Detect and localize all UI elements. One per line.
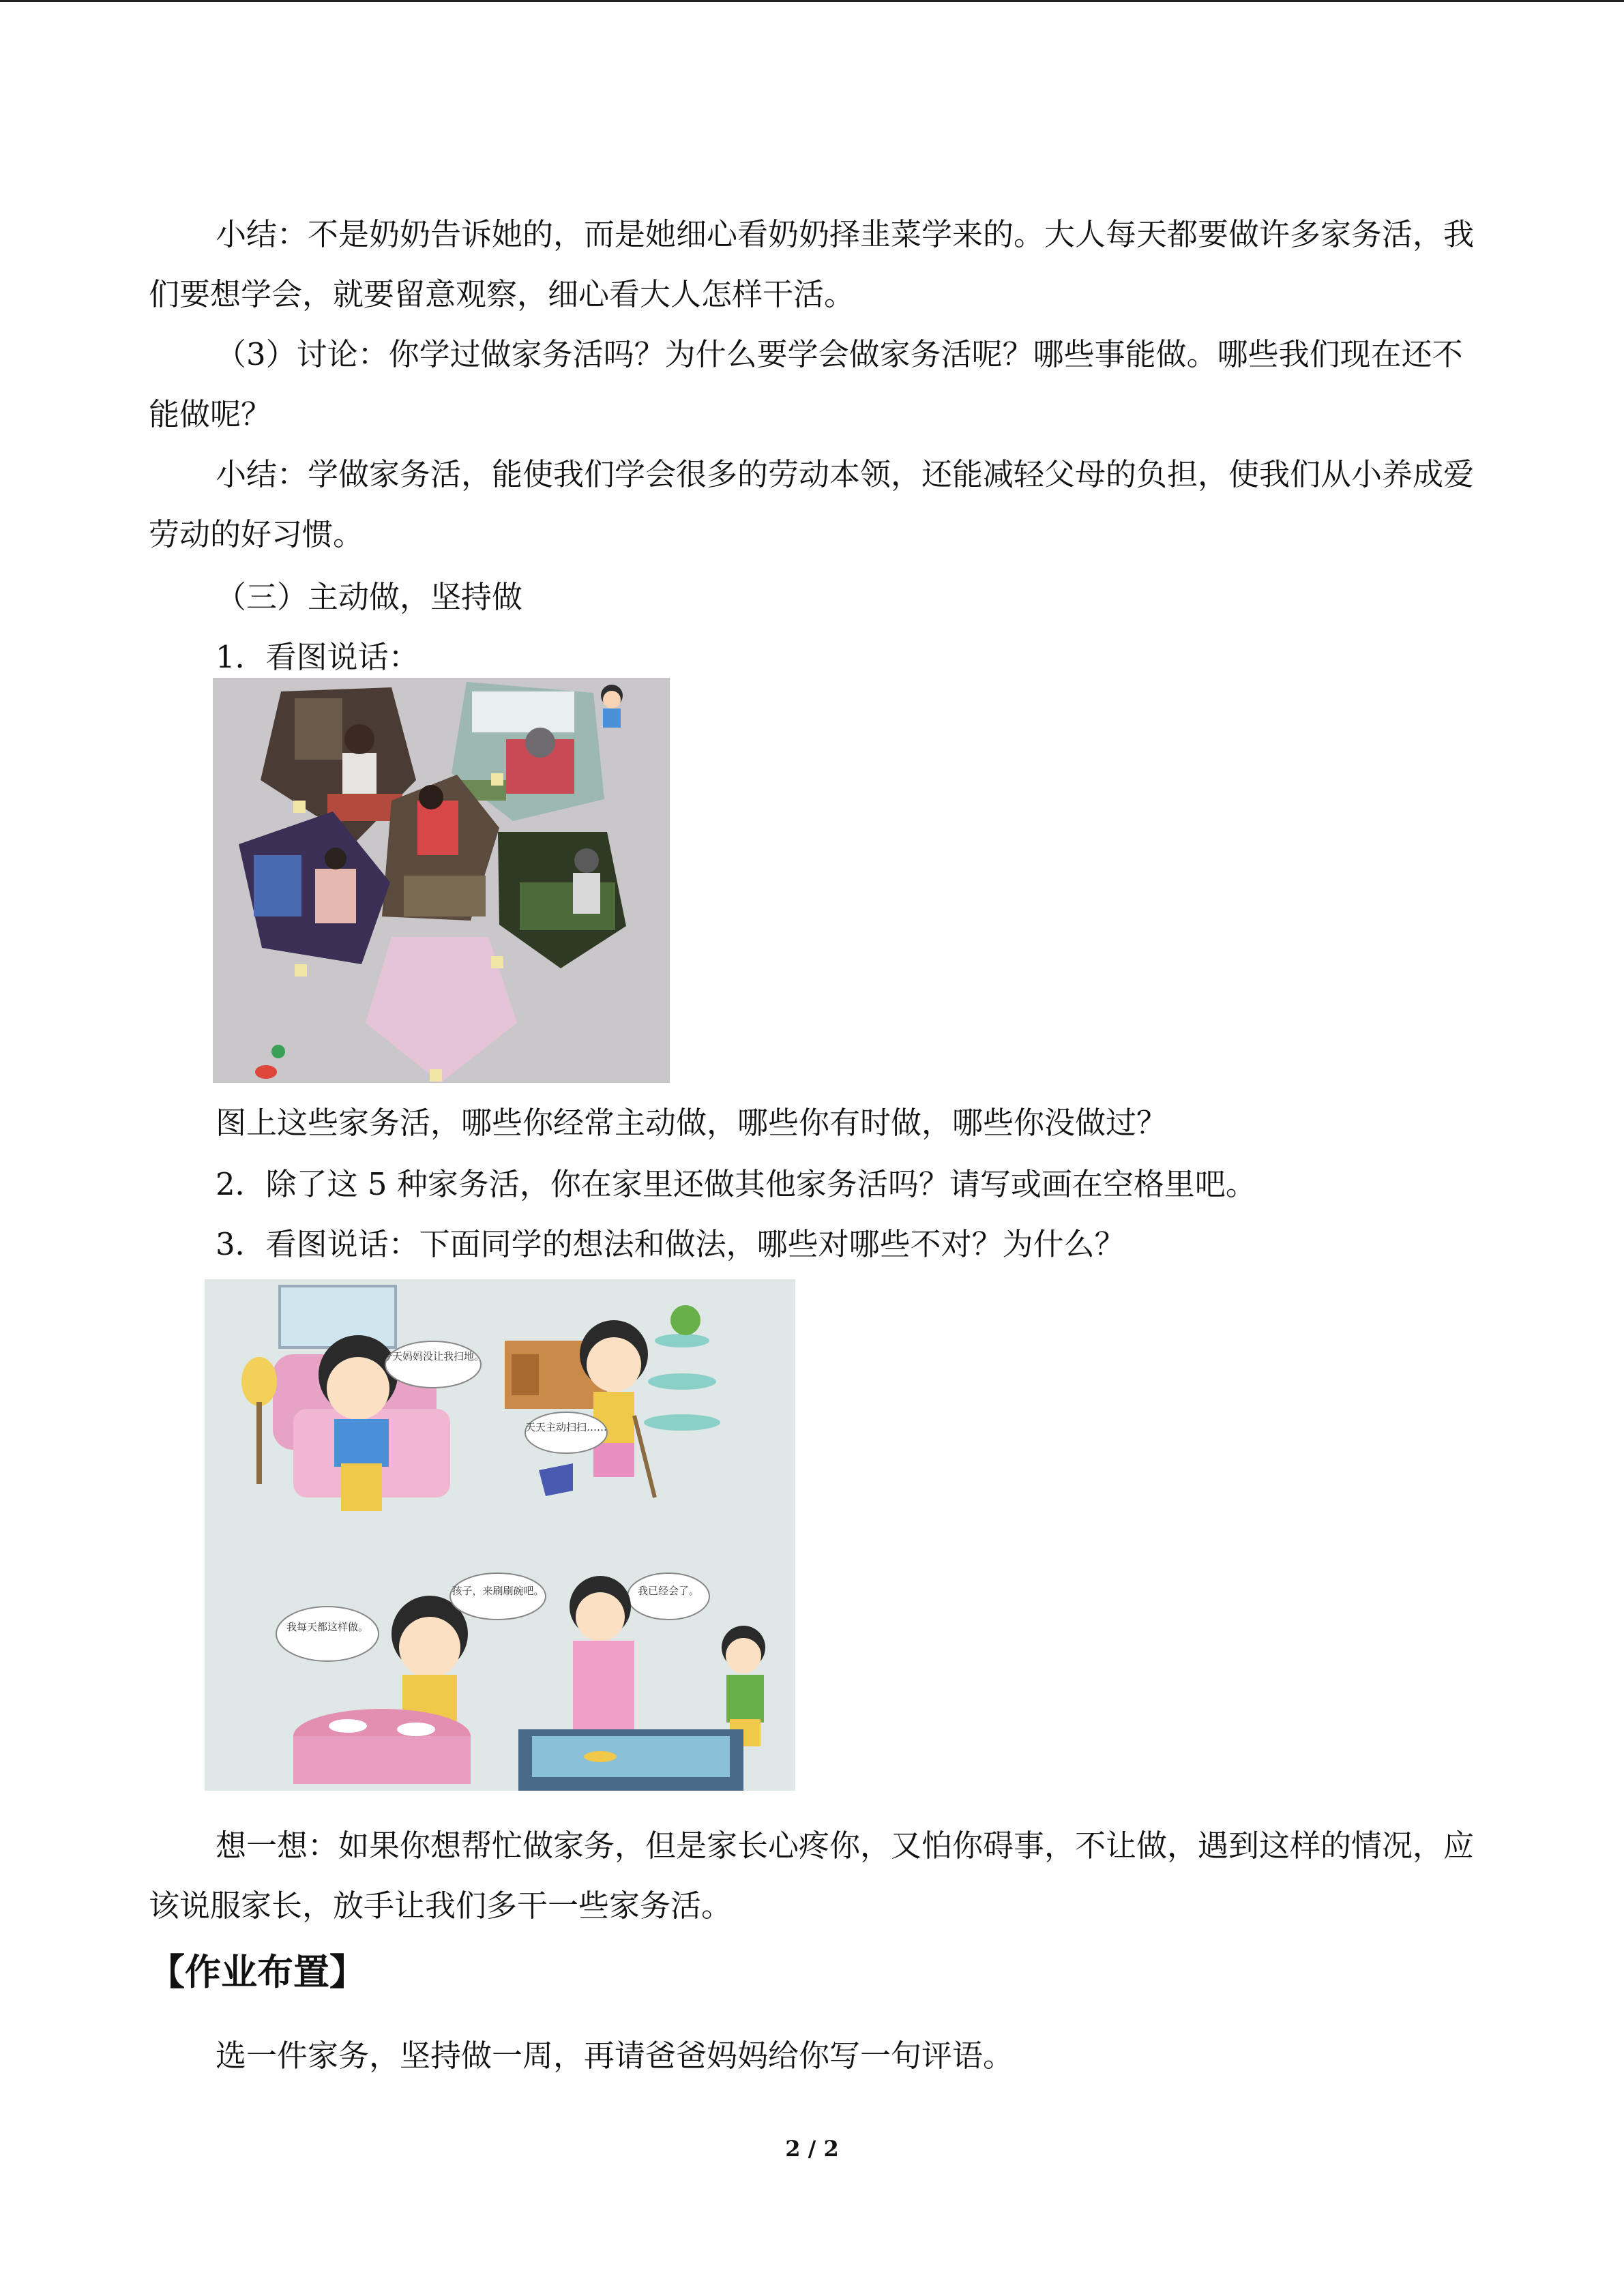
figure-1-question: 图上这些家务活，哪些你经常主动做，哪些你有时做，哪些你没做过？: [216, 1105, 1168, 1141]
bubble-girl-sweep-text: 天天主动扫扫……: [525, 1421, 608, 1433]
bubble-mother-text: 孩子，来刷刷碗吧。: [452, 1585, 544, 1597]
bubble-boy-text: 今天妈妈没让我扫地。: [381, 1350, 485, 1362]
housework-photo-collage: [213, 678, 670, 1083]
discussion-paragraph: （3）讨论：你学过做家务活吗？为什么要学会做家务活呢？哪些事能做。哪些我们现在还不能做呢？: [149, 336, 1463, 432]
housework-cartoon-illustration: [205, 1279, 795, 1791]
summary-paragraph-1: 小结：不是奶奶告诉她的，而是她细心看奶奶择韭菜学来的。大人每天都要做许多家务活，我们要想学会，就要留意观察，细心看大人怎样干活。: [149, 216, 1475, 312]
page-number: 2 / 2: [785, 2136, 839, 2162]
homework-text: 选一件家务，坚持做一周，再请爸爸妈妈给你写一句评语。: [216, 2038, 1014, 2074]
bubble-child-text: 我已经会了。: [637, 1585, 700, 1597]
section-title-3: （三）主动做，坚持做: [216, 579, 523, 615]
item-2-text: 2．除了这 5 种家务活，你在家里还做其他家务活吗？请写或画在空格里吧。: [216, 1166, 1256, 1202]
item-1-label: 1．看图说话：: [216, 639, 419, 675]
top-border-line: [0, 0, 1624, 2]
bubble-girl-table-text: 我每天都这样做。: [286, 1621, 369, 1633]
homework-heading: 【作业布置】: [149, 1952, 366, 1993]
summary-paragraph-2: 小结：学做家务活，能使我们学会很多的劳动本领，还能减轻父母的负担，使我们从小养成爱劳动的好习惯。: [149, 456, 1475, 552]
item-3-text: 3．看图说话：下面同学的想法和做法，哪些对哪些不对？为什么？: [216, 1226, 1125, 1262]
think-paragraph: 想一想：如果你想帮忙做家务，但是家长心疼你，又怕你碍事，不让做，遇到这样的情况，应该说服家长，放手让我们多干一些家务活。: [149, 1828, 1475, 1924]
